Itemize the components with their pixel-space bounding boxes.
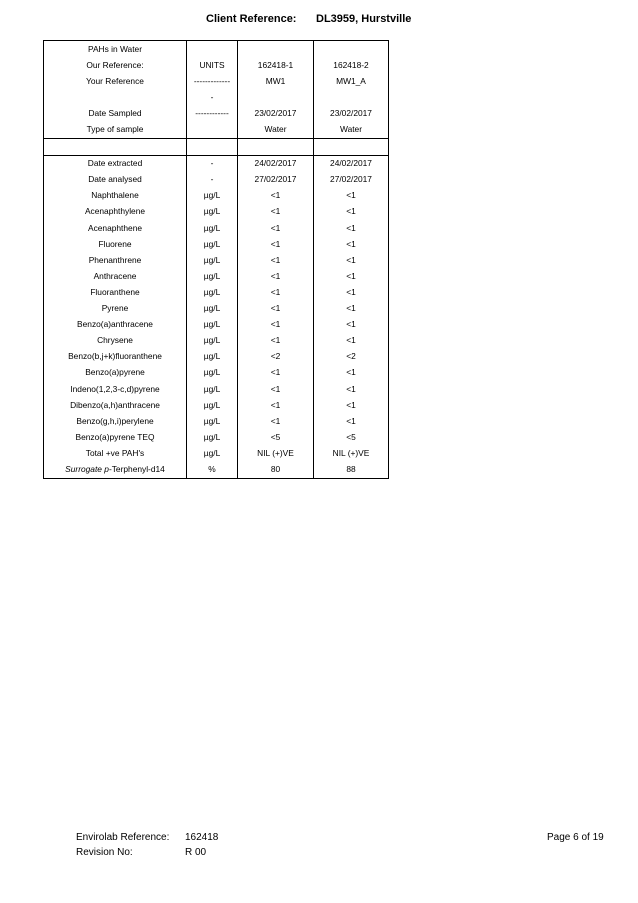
result-row (44, 333, 389, 349)
results-table (43, 40, 389, 479)
cell: Date analysed (44, 172, 187, 188)
cell: <1 (314, 365, 389, 381)
cell: µg/L (187, 204, 238, 220)
cell: <1 (314, 381, 389, 397)
cell: 162418-2 (314, 57, 389, 73)
cell: µg/L (187, 445, 238, 461)
cell: - (187, 155, 238, 172)
cell: Benzo(g,h,i)perylene (44, 413, 187, 429)
cell: µg/L (187, 188, 238, 204)
separator-cell (187, 138, 238, 155)
cell: <1 (314, 188, 389, 204)
surrogate-row (44, 461, 389, 478)
header-row (44, 121, 389, 138)
cell: 24/02/2017 (314, 155, 389, 172)
cell: PAHs in Water (44, 41, 187, 58)
result-row (44, 301, 389, 317)
result-row (44, 445, 389, 461)
cell: <5 (238, 429, 314, 445)
result-row (44, 413, 389, 429)
cell: <1 (238, 188, 314, 204)
cell: <1 (238, 204, 314, 220)
cell: <1 (238, 301, 314, 317)
cell: <1 (314, 333, 389, 349)
cell: Our Reference: (44, 57, 187, 73)
result-row (44, 236, 389, 252)
cell: Date extracted (44, 155, 187, 172)
cell: <1 (314, 236, 389, 252)
cell: Type of sample (44, 121, 187, 138)
cell: <2 (238, 349, 314, 365)
result-row (44, 204, 389, 220)
surrogate-label: Surrogate p-Terphenyl-d14 (44, 461, 187, 478)
separator-cell (314, 138, 389, 155)
revision-value: R 00 (185, 847, 207, 858)
cell: µg/L (187, 317, 238, 333)
cell: 24/02/2017 (238, 155, 314, 172)
cell: <1 (238, 333, 314, 349)
separator (44, 138, 389, 155)
cell: <1 (314, 220, 389, 236)
cell: <2 (314, 349, 389, 365)
cell: <1 (314, 317, 389, 333)
cell: Benzo(b,j+k)fluoranthene (44, 349, 187, 365)
cell: ------------ (187, 105, 238, 121)
cell: µg/L (187, 381, 238, 397)
cell: <1 (238, 252, 314, 268)
cell: Total +ve PAH's (44, 445, 187, 461)
cell: <1 (314, 204, 389, 220)
cell: <1 (314, 284, 389, 300)
cell: Chrysene (44, 333, 187, 349)
cell (238, 41, 314, 58)
cell: 162418-1 (238, 57, 314, 73)
cell: µg/L (187, 301, 238, 317)
cell: <1 (238, 284, 314, 300)
cell: µg/L (187, 268, 238, 284)
cell: 27/02/2017 (314, 172, 389, 188)
cell: Phenanthrene (44, 252, 187, 268)
result-row (44, 252, 389, 268)
cell: <1 (314, 252, 389, 268)
cell: - (187, 172, 238, 188)
result-row (44, 317, 389, 333)
cell: <1 (238, 381, 314, 397)
cell: 27/02/2017 (238, 172, 314, 188)
cell: Water (314, 121, 389, 138)
result-row (44, 284, 389, 300)
cell: µg/L (187, 220, 238, 236)
cell: MW1_A (314, 73, 389, 89)
cell: µg/L (187, 365, 238, 381)
result-row (44, 268, 389, 284)
cell (238, 89, 314, 105)
header-row (44, 89, 389, 105)
cell: ------------- (187, 73, 238, 89)
cell: Fluorene (44, 236, 187, 252)
cell: NIL (+)VE (314, 445, 389, 461)
header-row (44, 57, 389, 73)
cell: µg/L (187, 397, 238, 413)
revision-label: Revision No: (76, 847, 133, 858)
cell: 88 (314, 461, 389, 478)
cell (314, 41, 389, 58)
cell: <1 (238, 220, 314, 236)
cell: Pyrene (44, 301, 187, 317)
cell: µg/L (187, 236, 238, 252)
cell: µg/L (187, 284, 238, 300)
result-row (44, 155, 389, 172)
result-row (44, 365, 389, 381)
result-row (44, 172, 389, 188)
separator-cell (238, 138, 314, 155)
envirolab-ref-value: 162418 (185, 832, 219, 843)
header-row (44, 41, 389, 58)
page-number: Page 6 of 19 (547, 832, 604, 843)
separator-cell (44, 138, 187, 155)
cell: <1 (314, 268, 389, 284)
envirolab-ref-label: Envirolab Reference: (76, 832, 170, 843)
cell: - (187, 89, 238, 105)
cell: Acenaphthene (44, 220, 187, 236)
client-reference-label: Client Reference: (206, 13, 297, 25)
header-row (44, 105, 389, 121)
cell: Your Reference (44, 73, 187, 89)
result-row (44, 381, 389, 397)
cell: Dibenzo(a,h)anthracene (44, 397, 187, 413)
cell: Benzo(a)anthracene (44, 317, 187, 333)
cell: 23/02/2017 (238, 105, 314, 121)
cell: <1 (238, 365, 314, 381)
cell: <5 (314, 429, 389, 445)
cell: Acenaphthylene (44, 204, 187, 220)
cell: Anthracene (44, 268, 187, 284)
cell: <1 (314, 397, 389, 413)
result-row (44, 188, 389, 204)
cell: Water (238, 121, 314, 138)
cell: % (187, 461, 238, 478)
result-row (44, 349, 389, 365)
cell (314, 89, 389, 105)
client-reference-value: DL3959, Hurstville (316, 13, 412, 25)
cell: <1 (238, 236, 314, 252)
cell: <1 (314, 413, 389, 429)
cell: Naphthalene (44, 188, 187, 204)
result-row (44, 397, 389, 413)
result-row (44, 220, 389, 236)
cell: <1 (238, 317, 314, 333)
cell: <1 (238, 397, 314, 413)
cell: µg/L (187, 413, 238, 429)
cell: µg/L (187, 429, 238, 445)
cell: Benzo(a)pyrene (44, 365, 187, 381)
cell: <1 (238, 268, 314, 284)
cell: NIL (+)VE (238, 445, 314, 461)
header-row (44, 73, 389, 89)
cell: 23/02/2017 (314, 105, 389, 121)
cell: Benzo(a)pyrene TEQ (44, 429, 187, 445)
cell: Fluoranthene (44, 284, 187, 300)
cell: µg/L (187, 333, 238, 349)
result-row (44, 429, 389, 445)
cell (187, 121, 238, 138)
cell (44, 89, 187, 105)
cell (187, 41, 238, 58)
cell: µg/L (187, 349, 238, 365)
cell: UNITS (187, 57, 238, 73)
cell: <1 (314, 301, 389, 317)
cell: MW1 (238, 73, 314, 89)
cell: Indeno(1,2,3-c,d)pyrene (44, 381, 187, 397)
cell: <1 (238, 413, 314, 429)
cell: µg/L (187, 252, 238, 268)
cell: 80 (238, 461, 314, 478)
cell: Date Sampled (44, 105, 187, 121)
